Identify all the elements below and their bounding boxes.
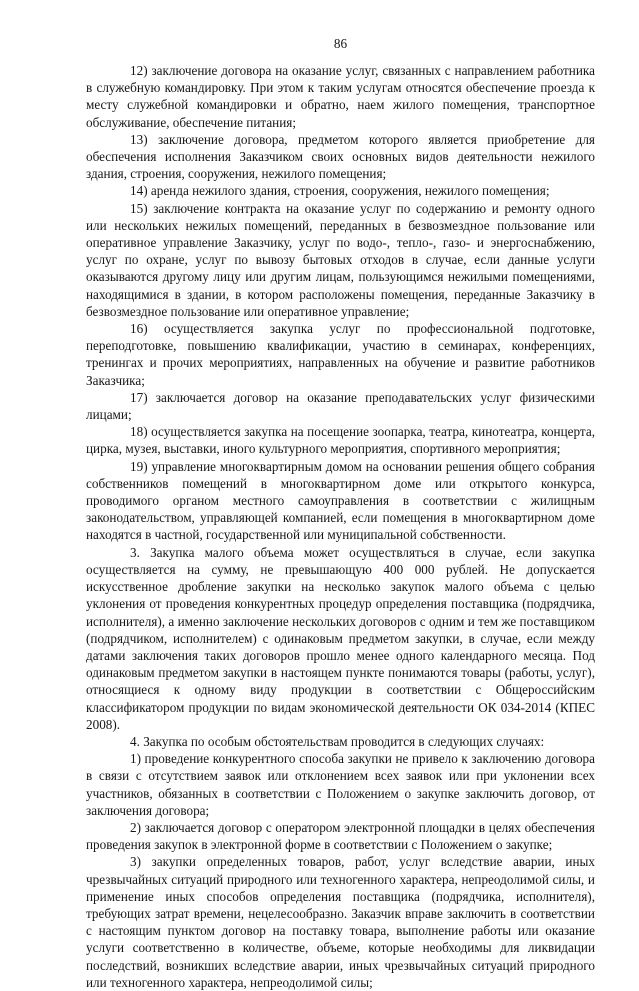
paragraph-item-18: 18) осуществляется закупка на посещение зоопарка, театра, кинотеатра, концерта, цирка, музея, выставки, иного культурного мероприятия, спортивного мероприятия; xyxy=(86,424,595,457)
paragraph-item-13: 13) заключение договора, предметом которого является приобретение для обеспечения исполнения Заказчиком своих основных видов деятельности нежилого здания, строения, сооружения, нежилого помещения; xyxy=(86,131,595,182)
paragraph-subitem-1: 1) проведение конкурентного способа закупки не привело к заключению договора в связи с отсутствием заявок или отклонением всех заявок или при уклонении всех участников, обязанных в соответствии с Положением о закупке заключить договор, от заключения договора; xyxy=(86,751,595,818)
paragraph-item-12: 12) заключение договора на оказание услуг, связанных с направлением работника в служебную командировку. При этом к таким услугам относятся обеспечение проезда к месту служебной командировки и обратно, наем жилого помещения, транспортное обслуживание, обеспечение питания; xyxy=(86,63,595,130)
paragraph-subitem-3: 3) закупки определенных товаров, работ, услуг вследствие аварии, иных чрезвычайных ситуаций природного или техногенного характера, непреодолимой силы, и применение иных способов определения поставщика (подрядчика, исполнителя), требующих затрат времени, нецелесообразно. Заказчик вправе заключить в соответствии с настоящим пунктом договор на поставку товара, выполнение работы или оказание услуги соответственно в количестве, объеме, которые необходимы для ликвидации последствий, возникших вследствие аварии, иных чрезвычайных ситуаций природного или техногенного характера, непреодолимой силы; xyxy=(86,854,595,990)
paragraph-item-17: 17) заключается договор на оказание преподавательских услуг физическими лицами; xyxy=(86,389,595,423)
paragraph-item-14: 14) аренда нежилого здания, строения, сооружения, нежилого помещения; xyxy=(130,183,550,199)
paragraph-item-19: 19) управление многоквартирным домом на основании решения общего собрания собственников помещений в многоквартирном доме или открытого конкурса, проводимого органом местного самоуправления в соответствии с жилищным законодательством, управляющей компанией, если помещения в многоквартирном доме находятся в частной, государственной или муниципальной собственности. xyxy=(86,458,595,543)
paragraph-item-15: 15) заключение контракта на оказание услуг по содержанию и ремонту одного или нескольких нежилых помещений, переданных в безвозмездное пользование или оперативное управление Заказчику, услуг по водо-, тепло-, газо- и энергоснабжению, услуг по охране, услуг по вывозу бытовых отходов в случае, если данные услуги оказываются другому лицу или другим лицам, пользующимся нежилыми помещениями, находящимися в здании, в котором расположены помещения, переданные Заказчику в безвозмездное пользование или оперативное управление; xyxy=(86,200,595,319)
paragraph-subitem-2: 2) заключается договор с оператором электронной площадки в целях обеспечения проведения закупок в электронной форме в соответствии с Положением о закупке; xyxy=(86,819,595,853)
paragraph-clause-4: 4. Закупка по особым обстоятельствам проводится в следующих случаях: xyxy=(130,733,545,749)
paragraph-clause-3: 3. Закупка малого объема может осуществляться в случае, если закупка осуществляется на сумму, не превышающую 400 000 рублей. Не допускается искусственное дробление закупки на несколько закупок малого объема с целью уклонения от проведения конкурентных процедур определения поставщика (подрядчика, исполнителя), а именно заключение нескольких договоров с одним и тем же поставщиком (подрядчиком, исполнителем) с одинаковым предметом закупки, в случае, если между датами заключения таких договоров прошло менее одного календарного месяца. Под одинаковым предметом закупки в настоящем пункте понимаются товары (работы, услуг), относящиеся к одному виду продукции в соответствии с Общероссийским классификатором продукции по видам экономической деятельности ОК 034-2014 (КПЕС 2008). xyxy=(86,544,595,732)
paragraph-item-16: 16) осуществляется закупка услуг по профессиональной подготовке, переподготовке, повышению квалификации, участию в семинарах, конференциях, тренингах и прочих мероприятиях, направленных на обучение и развитие работников Заказчика; xyxy=(86,321,595,388)
page-number: 86 xyxy=(333,36,348,51)
